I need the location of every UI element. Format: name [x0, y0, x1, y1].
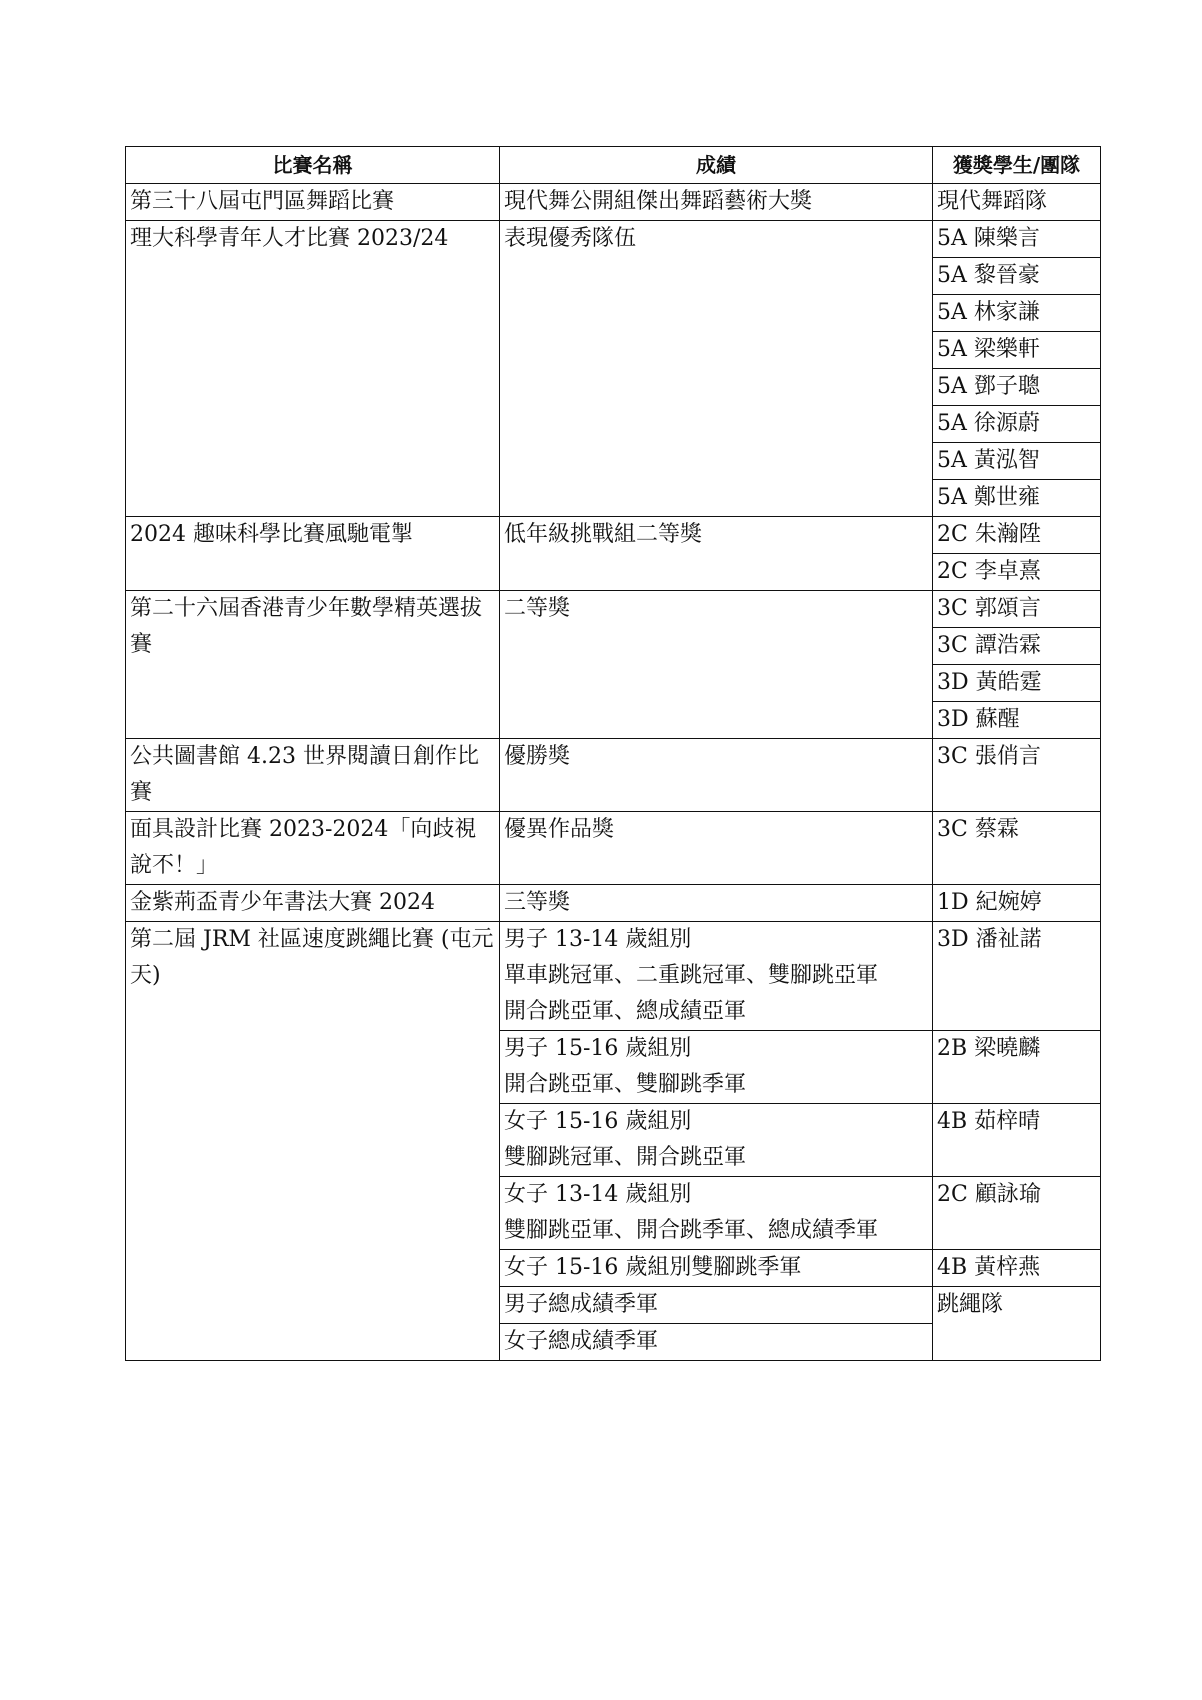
competition-name: 第二十六屆香港青少年數學精英選拔賽 [126, 591, 500, 739]
competition-name: 第二屆 JRM 社區速度跳繩比賽 (屯元天) [126, 922, 500, 1361]
winner: 3C 譚浩霖 [933, 628, 1101, 665]
result-line: 雙腳跳亞軍、開合跳季軍、總成績季軍 [504, 1218, 879, 1243]
winner: 5A 鄧子聰 [933, 369, 1101, 406]
result-line: 男子 15-16 歲組別 [504, 1036, 692, 1061]
table-row [126, 739, 1101, 812]
result: 三等獎 [500, 885, 933, 922]
winner: 2C 顧詠瑜 [933, 1177, 1101, 1250]
winner: 4B 茹梓晴 [933, 1104, 1101, 1177]
table-row [126, 184, 1101, 221]
result-line: 女子 13-14 歲組別 [504, 1182, 692, 1207]
competition-name: 2024 趣味科學比賽風馳電掣 [126, 517, 500, 591]
winner: 3D 黃皓霆 [933, 665, 1101, 702]
result [500, 922, 933, 1031]
winner: 5A 林家謙 [933, 295, 1101, 332]
winner: 2B 梁曉麟 [933, 1031, 1101, 1104]
result: 男子總成績季軍 [500, 1287, 933, 1324]
table-row [126, 812, 1101, 885]
winner: 3C 蔡霖 [933, 812, 1101, 885]
result [500, 1031, 933, 1104]
table-row [126, 885, 1101, 922]
winner: 5A 黃泓智 [933, 443, 1101, 480]
winner: 5A 鄭世雍 [933, 480, 1101, 517]
result: 優異作品獎 [500, 812, 933, 885]
result [500, 1104, 933, 1177]
result-line: 雙腳跳冠軍、開合跳亞軍 [504, 1145, 747, 1170]
winner: 5A 陳樂言 [933, 221, 1101, 258]
winner: 5A 徐源蔚 [933, 406, 1101, 443]
result: 現代舞公開組傑出舞蹈藝術大獎 [500, 184, 933, 221]
competition-name: 公共圖書館 4.23 世界閱讀日創作比賽 [126, 739, 500, 812]
awards-table [125, 146, 1101, 1361]
result: 低年級挑戰組二等獎 [500, 517, 933, 591]
table-row [126, 922, 1101, 1031]
competition-name: 理大科學青年人才比賽 2023/24 [126, 221, 500, 517]
result: 女子總成績季軍 [500, 1324, 933, 1361]
winner: 3C 張俏言 [933, 739, 1101, 812]
result-line: 開合跳亞軍、總成績亞軍 [504, 999, 747, 1024]
table-row [126, 517, 1101, 554]
winner: 現代舞蹈隊 [933, 184, 1101, 221]
header-winner: 獲獎學生/團隊 [933, 147, 1101, 184]
competition-name: 面具設計比賽 2023-2024「向歧視說不！」 [126, 812, 500, 885]
result: 二等獎 [500, 591, 933, 739]
winner: 5A 梁樂軒 [933, 332, 1101, 369]
winner: 3D 蘇醒 [933, 702, 1101, 739]
winner: 2C 李卓熹 [933, 554, 1101, 591]
competition-name: 金紫荊盃青少年書法大賽 2024 [126, 885, 500, 922]
result: 女子 15-16 歲組別雙腳跳季軍 [500, 1250, 933, 1287]
result: 表現優秀隊伍 [500, 221, 933, 517]
header-competition-name: 比賽名稱 [126, 147, 500, 184]
result-line: 單車跳冠軍、二重跳冠軍、雙腳跳亞軍 [504, 963, 879, 988]
competition-name: 第三十八屆屯門區舞蹈比賽 [126, 184, 500, 221]
winner: 3C 郭頌言 [933, 591, 1101, 628]
table-row [126, 591, 1101, 628]
result-line: 女子 15-16 歲組別 [504, 1109, 692, 1134]
result-line: 開合跳亞軍、雙腳跳季軍 [504, 1072, 747, 1097]
winner: 4B 黃梓燕 [933, 1250, 1101, 1287]
result [500, 1177, 933, 1250]
result-line: 男子 13-14 歲組別 [504, 927, 692, 952]
winner: 5A 黎晉豪 [933, 258, 1101, 295]
table-row [126, 221, 1101, 258]
winner: 2C 朱瀚陞 [933, 517, 1101, 554]
winner: 3D 潘祉諾 [933, 922, 1101, 1031]
header-result: 成績 [500, 147, 933, 184]
winner: 跳繩隊 [933, 1287, 1101, 1361]
winner: 1D 紀婉婷 [933, 885, 1101, 922]
result: 優勝獎 [500, 739, 933, 812]
table-header-row [126, 147, 1101, 184]
